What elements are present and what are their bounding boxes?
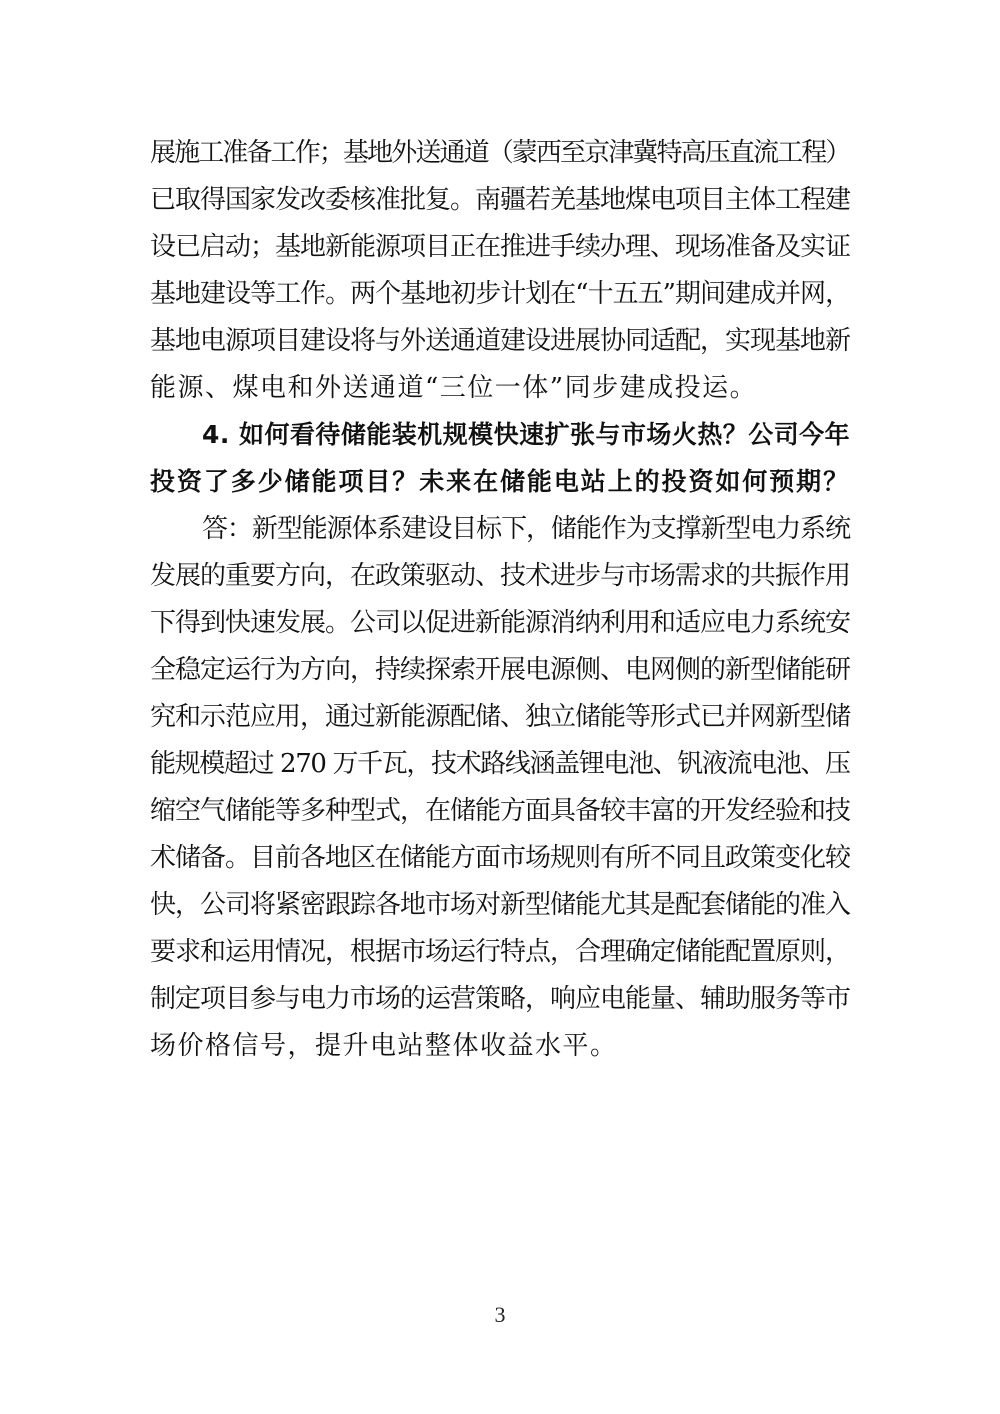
text-line: 全稳定运行为方向，持续探索开展电源侧、电网侧的新型储能研 [150, 655, 851, 685]
text-line: 基地建设等工作。两个基地初步计划在“十五五”期间建成并网， [150, 279, 851, 309]
text-line: 发展的重要方向，在政策驱动、技术进步与市场需求的共振作用 [150, 561, 851, 591]
text-line: 已取得国家发改委核准批复。南疆若羌基地煤电项目主体工程建 [150, 185, 851, 215]
text-line: 究和示范应用，通过新能源配储、独立储能等形式已并网新型储 [150, 702, 851, 732]
text-line: 能源、煤电和外送通道“三位一体”同步建成投运。 [150, 373, 758, 403]
text-line: 术储备。目前各地区在储能方面市场规则有所不同且政策变化较 [150, 843, 851, 873]
text-line: 展施工准备工作；基地外送通道（蒙西至京津冀特高压直流工程） [150, 138, 850, 168]
text-line: 答：新型能源体系建设目标下，储能作为支撑新型电力系统 [202, 514, 851, 544]
page-number: 3 [494, 1302, 506, 1327]
text-line: 下得到快速发展。公司以促进新能源消纳利用和适应电力系统安 [150, 608, 851, 638]
text-line: 要求和运用情况，根据市场运行特点，合理确定储能配置原则， [150, 937, 851, 967]
text-line: 快，公司将紧密跟踪各地市场对新型储能尤其是配套储能的准入 [150, 890, 851, 920]
text-line: 能规模超过 270 万千瓦，技术路线涵盖锂电池、钒液流电池、压 [150, 749, 850, 779]
text-line: 基地电源项目建设将与外送通道建设进展协同适配，实现基地新 [150, 326, 851, 356]
text-line: 缩空气储能等多种型式，在储能方面具备较丰富的开发经验和技 [150, 796, 851, 826]
question-line: 投资了多少储能项目？未来在储能电站上的投资如何预期？ [150, 467, 851, 496]
text-line: 场价格信号，提升电站整体收益水平。 [150, 1031, 618, 1061]
text-line: 设已启动；基地新能源项目正在推进手续办理、现场准备及实证 [150, 232, 851, 262]
question-line: 4. 如何看待储能装机规模快速扩张与市场火热？公司今年 [202, 420, 851, 449]
text-line: 制定项目参与电力市场的运营策略，响应电能量、辅助服务等市 [150, 984, 851, 1014]
